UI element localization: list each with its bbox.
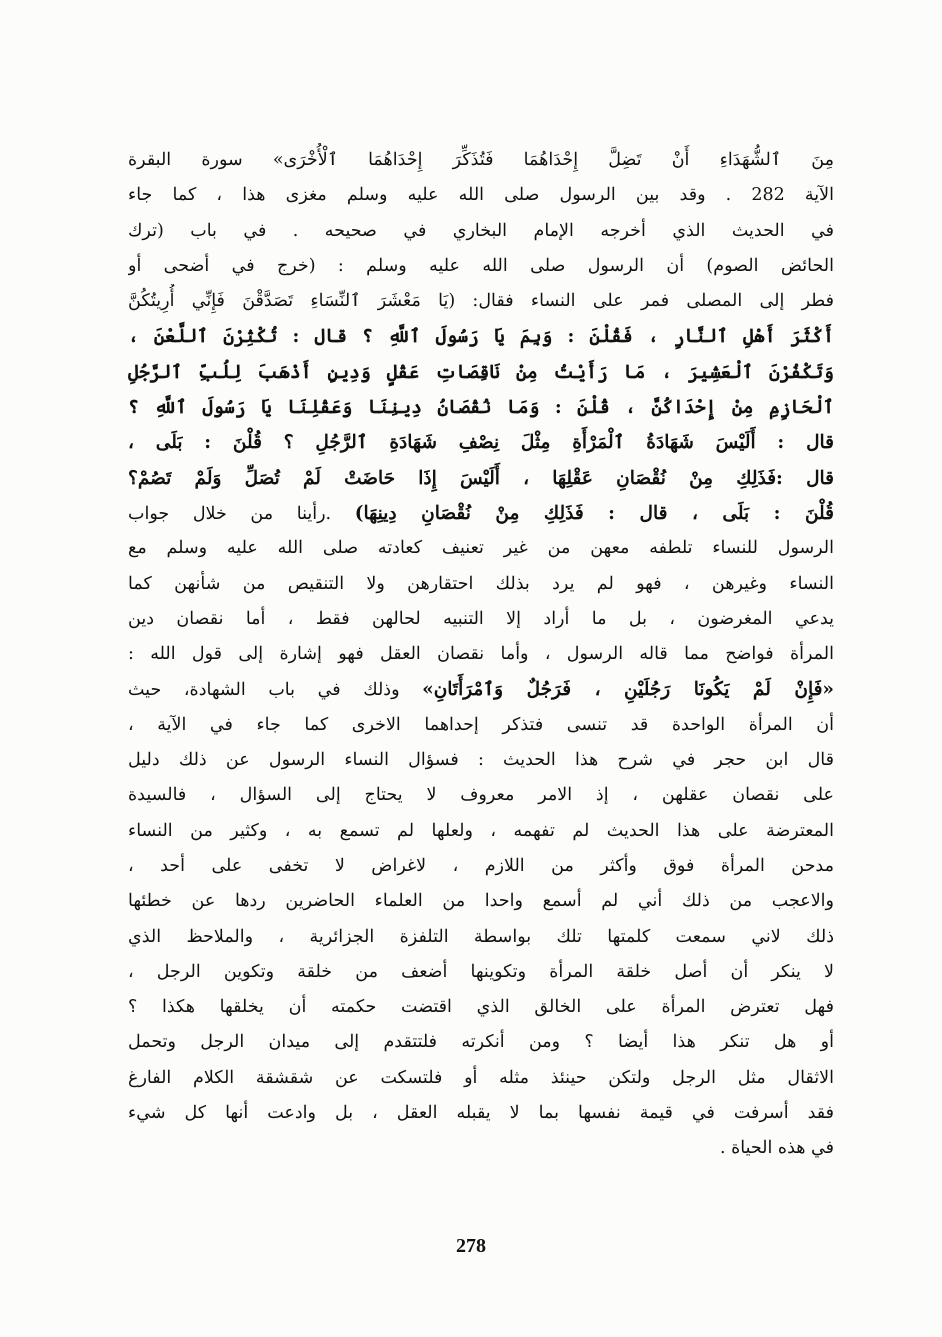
text-line: ذلك لاني سمعت كلمتها تلك بواسطة التلفزة الجزائرية ، والملاحظ الذي [128,926,834,947]
text-line: الحائض الصوم) أن الرسول صلى الله عليه وسلم : (خرج في أضحى أو [128,255,834,276]
text-line: الرسول للنساء تلطفه معهن من غير تعنيف كعادته صلى الله عليه وسلم مع [128,538,834,559]
text-line [128,672,834,707]
text-line: على نقصان عقلهن ، إذ الامر معروف لا يحتاج إلى السؤال ، فالسيدة [128,785,834,806]
text-line: المرأة فواضح مما قاله الرسول ، وأما نقصان العقل فهو إشارة إلى قول الله : [128,644,834,665]
text-line: فهل تعترض المرأة على الخالق الذي اقتضت حكمته أن يخلقها هكذا ؟ [128,997,834,1018]
text-line: وَتَكْفُرْنَ ٱلْعَشِيرَ ، مَا رَأَيْتُ مِنْ نَاقِصَاتِ عَقْلٍ وَدِينٍ أَذْهَبَ لِلُبِّ ٱلرَّجُلِ [128,361,834,383]
page-number: 278 [456,1235,486,1257]
line-continuation: وذلك في باب الشهادة، حيث [128,680,423,701]
text-line: لا ينكر أن أصل خلقة المرأة وتكوينها أضعف من خلقة وتكوين الرجل ، [128,961,834,982]
quoted-text: قُلْنَ : بَلَى ، قال : فَذَلِكِ مِنْ نُقْصَانِ دِينِهَا) [354,502,834,524]
text-line: يدعي المغرضون ، بل ما أراد إلا التنبيه لحالهن فقط ، أما نقصان دين [128,608,834,629]
text-line: أَكْثَرَ أَهْلِ ٱلنَّارِ ، فَقُلْنَ : وَبِمَ يَا رَسُولَ ٱللَّهِ ؟ قال : تُكْثِرْنَ ٱللَّعْنَ ، [128,326,834,348]
quoted-text: «فَإِنْ لَمْ يَكُونَا رَجُلَيْنِ ، فَرَجُلٌ وَٱمْرَأَتَانِ» [422,679,834,701]
text-line: أن المرأة الواحدة قد تنسى فتذكر إحداهما الاخرى كما جاء في الآية ، [128,714,834,735]
text-line: فقد أسرفت في قيمة نفسها بما لا يقبله العقل ، بل وادعت أنها كل شيء [128,1103,834,1124]
text-line: مدحن المرأة فوق وأكثر من اللازم ، لاغراض لا تخفى على أحد ، [128,855,834,876]
text-line: قال : أَلَيْسَ شَهَادَةُ ٱلْمَرْأَةِ مِثْلَ نِصْفِ شَهَادَةِ ٱلرَّجُلِ ؟ قُلْنَ : بَلَى ، [128,432,834,454]
text-line: فطر إلى المصلى فمر على النساء فقال: (يَا مَعْشَرَ ٱلنِّسَاءِ تَصَدَّقْنَ فَإِنِّي أُرِيتُكُنَّ [128,291,834,312]
body-text [128,143,834,1167]
text-line: أو هل تنكر هذا أيضا ؟ ومن أنكرته فلتتقدم إلى ميدان الرجل وتحمل [128,1032,834,1053]
text-line: الآية 282 . وقد بين الرسول صلى الله عليه وسلم مغزى هذا ، كما جاء [128,185,834,206]
text-line: مِنَ ٱلشُّهَدَاءِ أَنْ تَضِلَّ إِحْدَاهُمَا فَتُذَكِّرَ إِحْدَاهُمَا ٱلْأُخْرَى» سورة البقرة [128,150,834,170]
text-line: المعترضة على هذا الحديث لم تفهمه ، ولعلها لم تسمع به ، وكثير من النساء [128,820,834,841]
text-line: في هذه الحياة . [719,1138,834,1159]
line-continuation: .رأينا من خلال جواب [128,503,355,524]
text-line: قال ابن حجر في شرح هذا الحديث : فسؤال النساء الرسول عن ذلك دليل [128,750,834,771]
text-line: قال :فَذَلِكِ مِنْ نُقْصَانِ عَقْلِهَا ، أَلَيْسَ إِذَا حَاضَتْ لَمْ تُصَلِّ وَلَمْ تَصُمْ؟ [128,467,834,489]
text-line: والاعجب من ذلك أني لم أسمع واحدا من العلماء الحاضرين ردها عن خطئها [128,891,834,912]
text-line [128,496,834,531]
text-line: الاثقال مثل الرجل ولتكن حينئذ مثله أو فلتسكت عن شقشقة الكلام الفارغ [128,1067,834,1088]
text-line: في الحديث الذي أخرجه الإمام البخاري في صحيحه . في باب (ترك [128,220,834,241]
text-line: النساء وغيرهن ، فهو لم يرد بذلك احتقارهن ولا التنقيص من شأنهن كما [128,573,834,594]
text-line: ٱلْحَازِمِ مِنْ إِحْدَاكُنَّ ، قُلْنَ : وَمَا نُقْصَانُ دِينِنَا وَعَقْلِنَا يَا رَسُولَ ٱللَّهِ ؟ [128,397,834,419]
